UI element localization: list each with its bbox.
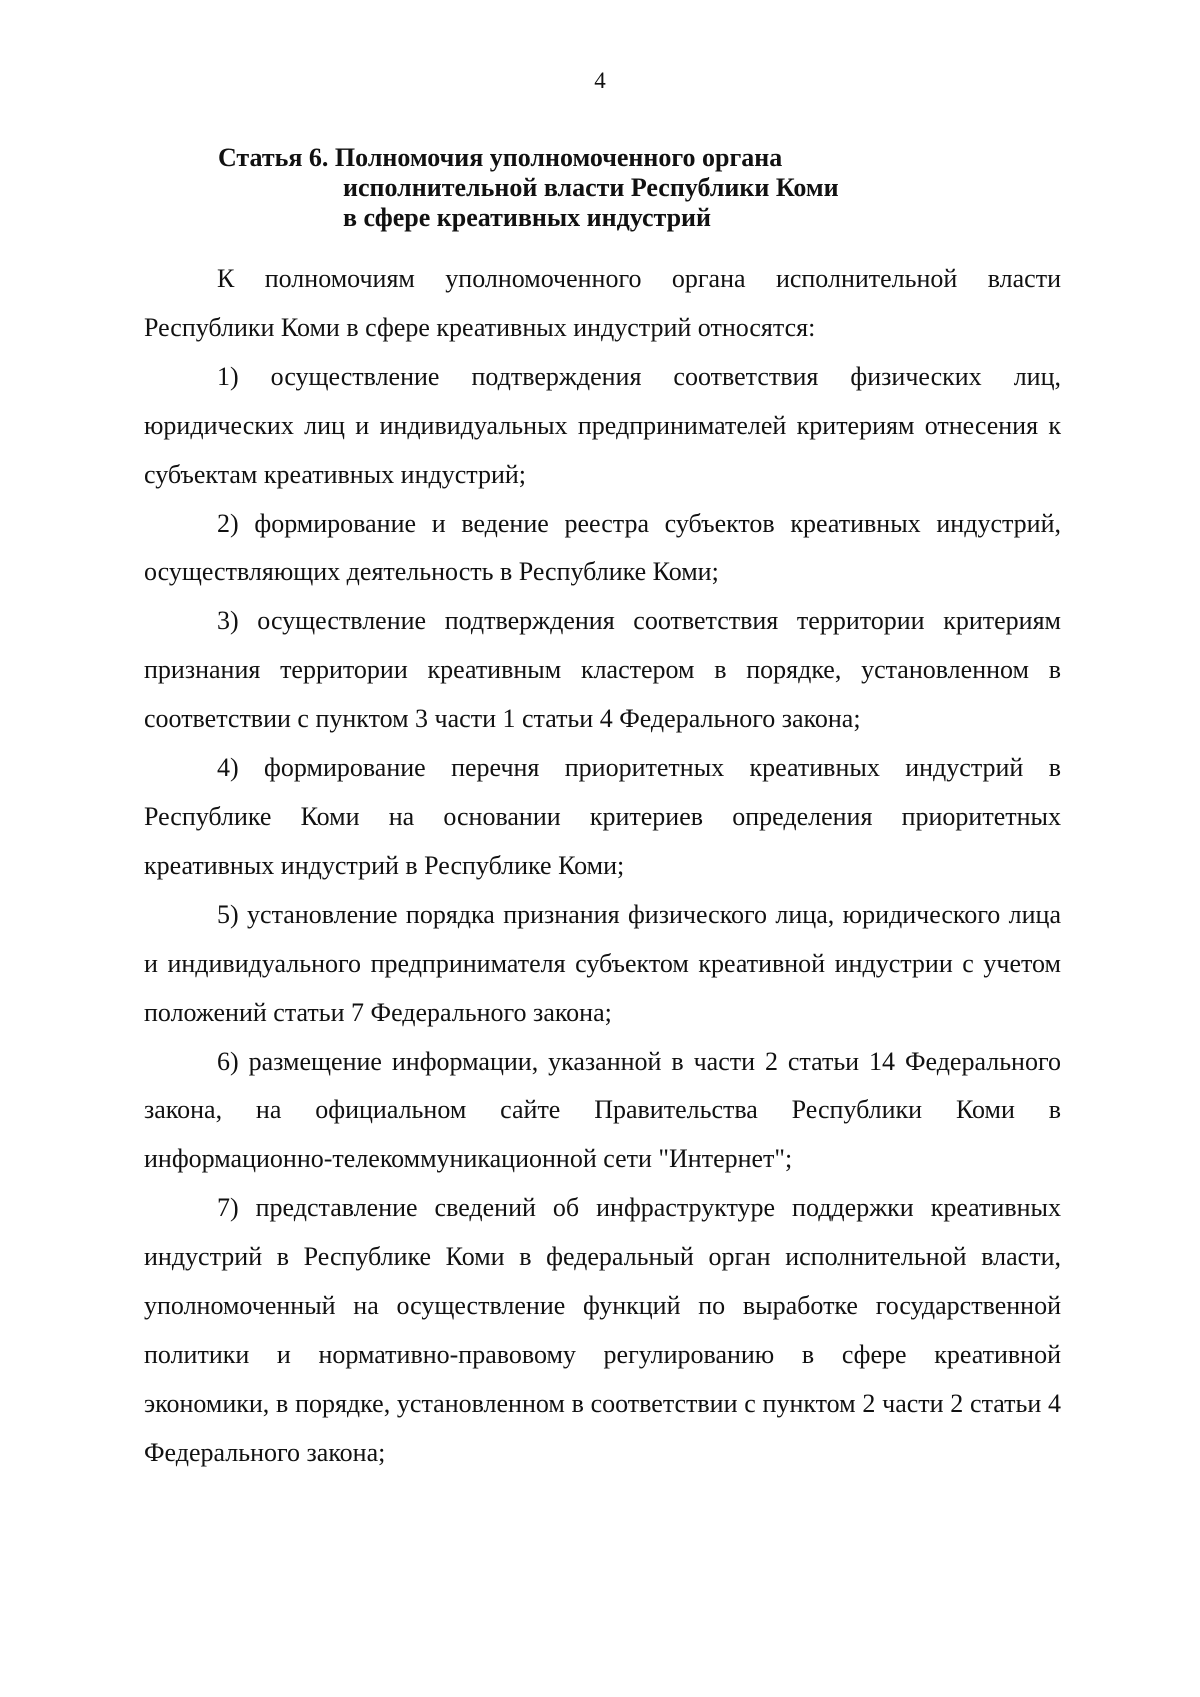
intro-paragraph: К полномочиям уполномоченного органа исполнительной власти Республики Коми в сфере креативных индустрий относятся:: [144, 264, 1061, 342]
article-title-line-3: в сфере креативных индустрий: [343, 203, 712, 232]
article-heading: [218, 143, 1018, 233]
list-item-5: 5) установление порядка признания физического лица, юридического лица и индивидуального предпринимателя субъектом креативной индустрии с учетом положений статьи 7 Федерального закона;: [144, 899, 1061, 1027]
list-item-3: 3) осуществление подтверждения соответствия территории критериям признания территории креативным кластером в порядке, установленном в соответствии с пунктом 3 части 1 статьи 4 Федерального закона;: [144, 606, 1061, 734]
article-body: [144, 255, 1061, 1478]
list-item-7: 7) представление сведений об инфраструктуре поддержки креативных индустрий в Республике Коми в федеральный орган исполнительной власти, уполномоченный на осуществление функций по выработке государственной политики и нормативно-правовому регулированию в сфере креативной экономики, в порядке, установленном в соответствии с пунктом 2 части 2 статьи 4 Федерального закона;: [144, 1193, 1061, 1467]
list-item-4: 4) формирование перечня приоритетных креативных индустрий в Республике Коми на основании критериев определения приоритетных креативных индустрий в Республике Коми;: [144, 753, 1061, 880]
article-title-line-1: Статья 6. Полномочия уполномоченного органа: [218, 143, 783, 172]
list-item-1: 1) осуществление подтверждения соответствия физических лиц, юридических лиц и индивидуальных предпринимателей критериям отнесения к субъектам креативных индустрий;: [144, 361, 1061, 489]
article-title-line-2: исполнительной власти Республики Коми: [343, 173, 839, 202]
list-item-2: 2) формирование и ведение реестра субъектов креативных индустрий, осуществляющих деятельность в Республике Коми;: [144, 508, 1061, 587]
list-item-6: 6) размещение информации, указанной в части 2 статьи 14 Федерального закона, на официальном сайте Правительства Республики Коми в информационно-телекоммуникационной сети "Интернет";: [144, 1046, 1061, 1174]
page-number: 4: [594, 68, 606, 93]
